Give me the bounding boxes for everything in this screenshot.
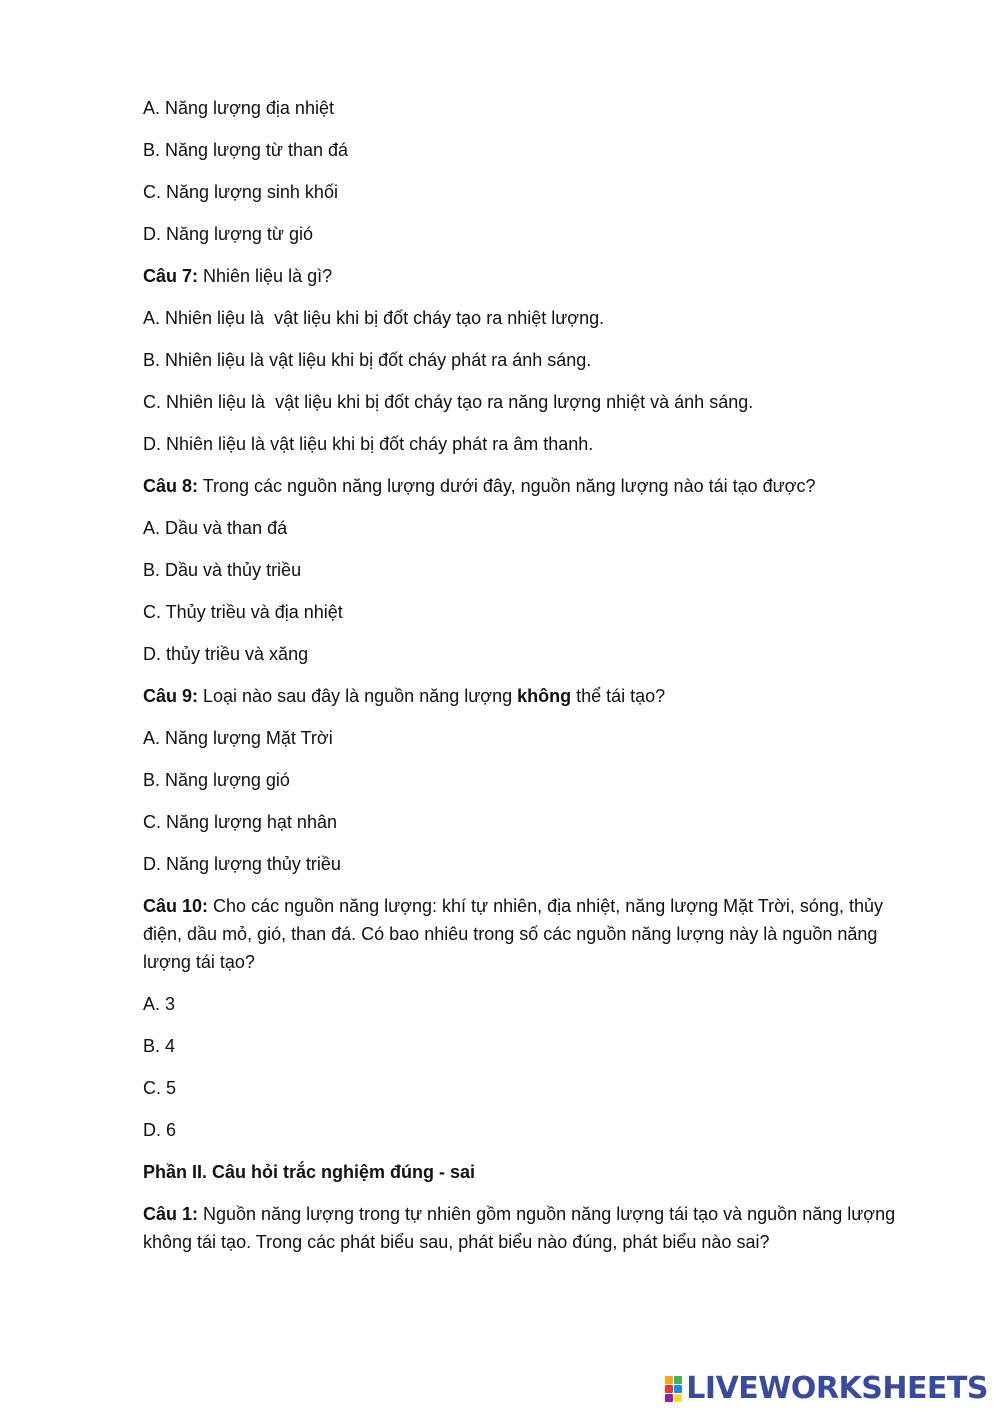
q9-option-b: B. Năng lượng gió [143, 770, 290, 790]
q6-option-c: C. Năng lượng sinh khối [143, 182, 338, 202]
question-9-text-before: Loại nào sau đây là nguồn năng lượng [198, 686, 518, 706]
question-10 [143, 892, 913, 976]
section-2-heading: Phần II. Câu hỏi trắc nghiệm đúng - sai [143, 1162, 476, 1182]
q8-option-c: C. Thủy triều và địa nhiệt [143, 602, 343, 622]
q6-option-d: D. Năng lượng từ gió [143, 224, 313, 244]
question-7-text: Nhiên liệu là gì? [198, 266, 333, 286]
question-9-number: Câu 9: [143, 686, 199, 706]
q10-option-c: C. 5 [143, 1078, 177, 1098]
q7-option-d: D. Nhiên liệu là vật liệu khi bị đốt cháy phát ra âm thanh. [143, 434, 594, 454]
q7-option-b: B. Nhiên liệu là vật liệu khi bị đốt cháy phát ra ánh sáng. [143, 350, 592, 370]
q10-option-d: D. 6 [143, 1120, 177, 1140]
q6-option-a: A. Năng lượng địa nhiệt [143, 98, 334, 118]
q8-option-d: D. thủy triều và xăng [143, 644, 309, 664]
part2-question-1-text: Nguồn năng lượng trong tự nhiên gồm nguồn năng lượng tái tạo và nguồn năng lượng không tái tạo. Trong các phát biểu sau, phát biểu nào đúng, phát biểu nào sai? [143, 1204, 901, 1252]
part2-question-1 [143, 1200, 913, 1256]
liveworksheets-logo [665, 1371, 988, 1406]
question-8-text: Trong các nguồn năng lượng dưới đây, nguồn năng lượng nào tái tạo được? [198, 476, 816, 496]
worksheet-page [143, 94, 913, 1270]
liveworksheets-logo-text: LIVEWORKSHEETS [686, 1371, 988, 1406]
question-9-keyword: không [517, 686, 572, 706]
question-8-number: Câu 8: [143, 476, 199, 496]
q10-option-a: A. 3 [143, 994, 176, 1014]
part2-question-1-number: Câu 1: [143, 1204, 199, 1224]
q9-option-a: A. Năng lượng Mặt Trời [143, 728, 333, 748]
liveworksheets-logo-icon [665, 1376, 682, 1402]
q6-option-b: B. Năng lượng từ than đá [143, 140, 349, 160]
q7-option-c: C. Nhiên liệu là vật liệu khi bị đốt cháy tạo ra năng lượng nhiệt và ánh sáng. [143, 392, 754, 412]
q9-option-d: D. Năng lượng thủy triều [143, 854, 341, 874]
question-7-number: Câu 7: [143, 266, 199, 286]
q9-option-c: C. Năng lượng hạt nhân [143, 812, 337, 832]
question-7 [143, 262, 913, 290]
question-8 [143, 472, 913, 500]
question-10-number: Câu 10: [143, 896, 209, 916]
q8-option-b: B. Dầu và thủy triều [143, 560, 302, 580]
question-9-text-after: thể tái tạo? [571, 686, 666, 706]
question-9 [143, 682, 913, 710]
q8-option-a: A. Dầu và than đá [143, 518, 288, 538]
q7-option-a: A. Nhiên liệu là vật liệu khi bị đốt cháy tạo ra nhiệt lượng. [143, 308, 605, 328]
q10-option-b: B. 4 [143, 1036, 176, 1056]
question-10-text: Cho các nguồn năng lượng: khí tự nhiên, địa nhiệt, năng lượng Mặt Trời, sóng, thủy điện, dầu mỏ, gió, than đá. Có bao nhiêu trong số các nguồn năng lượng này là nguồn năng lượng tái tạo? [143, 896, 889, 972]
